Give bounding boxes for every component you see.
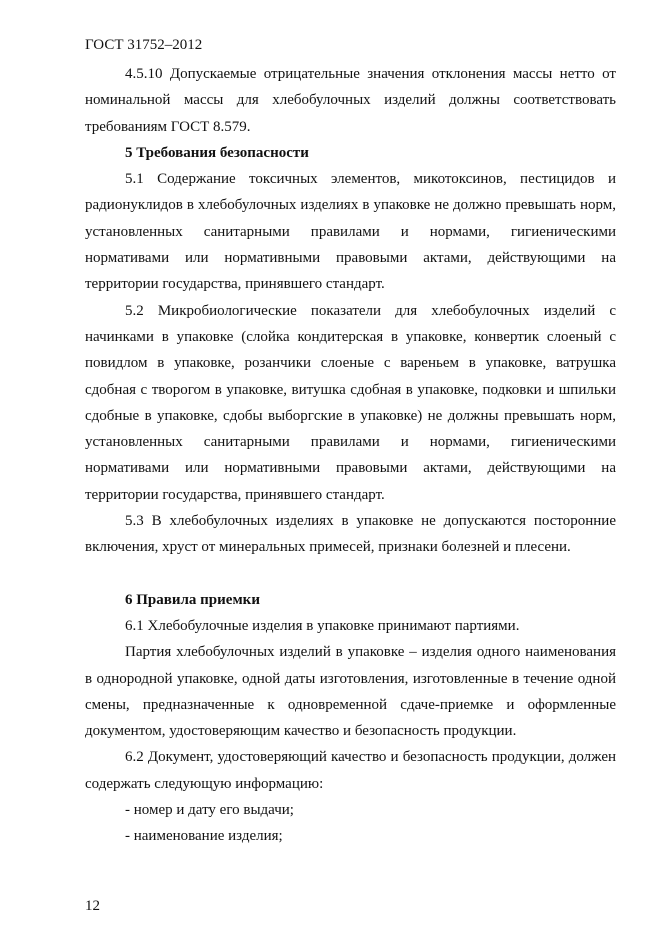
- paragraph-6-2: 6.2 Документ, удостоверяющий качество и безопасность продукции, должен содержать следующую информацию:: [85, 749, 616, 792]
- page-number: 12: [85, 898, 100, 914]
- section-6-title: 6 Правила приемки: [125, 591, 260, 608]
- paragraph-5-3: 5.3 В хлебобулочных изделиях в упаковке не допускаются посторонние включения, хруст от минеральных примесей, признаки болезней и плесени.: [85, 513, 616, 556]
- paragraph-6-1: 6.1 Хлебобулочные изделия в упаковке принимают партиями.: [125, 617, 520, 634]
- paragraph-5-1: 5.1 Содержание токсичных элементов, микотоксинов, пестицидов и радионуклидов в хлебобулочных изделиях в упаковке не должно превышать норм, установленных санитарными правилами и нормами, гигиеническими нормативами или нормативными правовыми актами, действующими на территории государства, принявшего стандарт.: [85, 171, 616, 293]
- paragraph-5-2: 5.2 Микробиологические показатели для хлебобулочных изделий с начинками в упаковке (слойка кондитерская в упаковке, конвертик слоеный с повидлом в упаковке, розанчики слоеные с вареньем в упаковке, ватрушка сдобная с творогом в упаковке, витушка сдобная в упаковке, подковки и шпильки сдобные в упаковке, сдобы выборгские в упаковке) не должны превышать норм, установленных санитарными правилами и нормами, гигиеническими нормативами или нормативными правовыми актами, действующими на территории государства, принявшего стандарт.: [85, 302, 616, 503]
- list-item: - наименование изделия;: [125, 828, 283, 845]
- paragraph-batch-definition: Партия хлебобулочных изделий в упаковке – изделия одного наименования в однородной упаковке, одной даты изготовления, изготовленные в течение одной смены, предназначенные к одновременной сдаче-приемке и оформленные документом, удостоверяющим качество и безопасность продукции.: [85, 644, 616, 740]
- document-body: [85, 61, 616, 850]
- section-spacer: [85, 561, 616, 587]
- list-item: - номер и дату его выдачи;: [125, 802, 294, 819]
- section-5-title: 5 Требования безопасности: [125, 144, 309, 161]
- document-code: ГОСТ 31752–2012: [85, 37, 203, 53]
- paragraph-4-5-10: 4.5.10 Допускаемые отрицательные значения отклонения массы нетто от номинальной массы для хлебобулочных изделий должны соответствовать требованиям ГОСТ 8.579.: [85, 66, 616, 135]
